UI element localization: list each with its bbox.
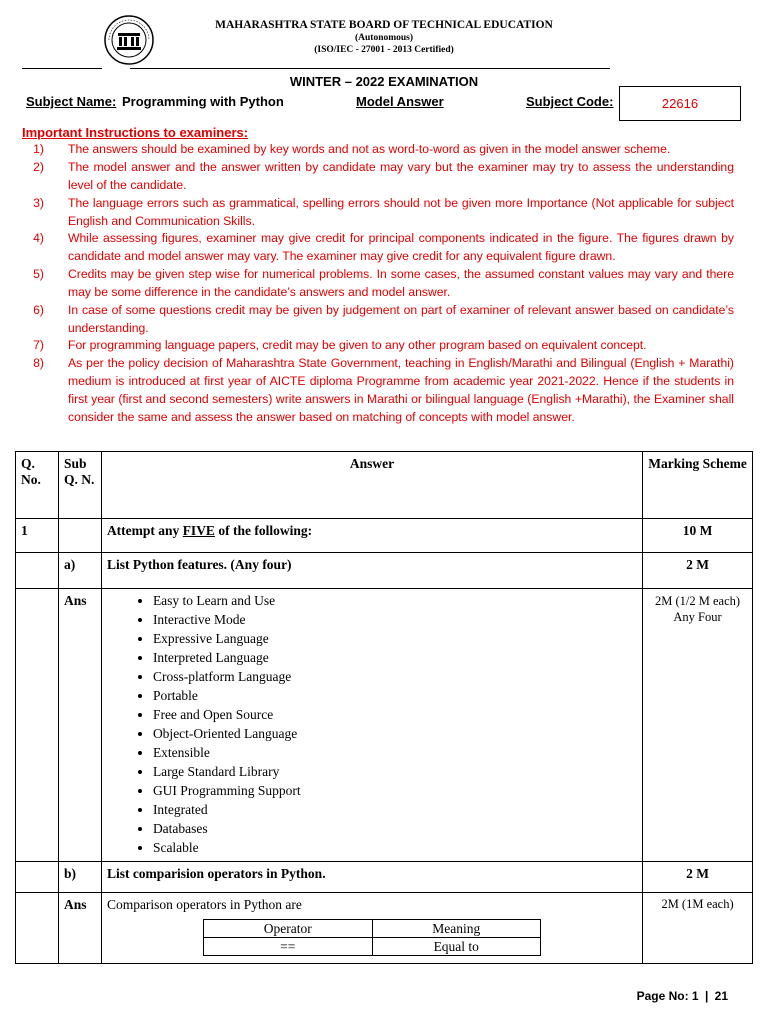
qb-scheme: 2M (1M each) (643, 893, 753, 964)
header-qno: Q. No. (16, 452, 59, 519)
qb-question: List comparision operators in Python. (101, 862, 642, 893)
qb-ans-qno (16, 893, 59, 964)
list-item: • Integrated (153, 800, 637, 819)
header-subq: Sub Q. N. (58, 452, 101, 519)
header-answer: Answer (101, 452, 642, 519)
qa-marks: 2 M (643, 553, 753, 589)
qb-marks: 2 M (643, 862, 753, 893)
exam-title: WINTER – 2022 EXAMINATION (289, 74, 479, 89)
qa-scheme (643, 589, 753, 862)
qa-sub: a) (58, 553, 101, 589)
instruction-text: As per the policy decision of Maharashtra State Government, teaching in English/Marathi and Bilingual (English + Marathi) medium is introduced at first year of AICTE diploma Programme from academic year 2021-2022. Hence if the students in first year (first and second semesters) write answers in Marathi or bilingual language (English +Marathi), the Examiner shall consider the same and assess the answer based on matching of concepts with model answer. (68, 356, 734, 424)
page-footer (637, 989, 728, 1003)
ops-meaning: Equal to (372, 938, 541, 956)
table-row (204, 938, 541, 956)
table-row (16, 862, 753, 893)
q1-sub (58, 519, 101, 553)
table-row (16, 589, 753, 862)
ops-header-operator: Operator (204, 920, 373, 938)
instruction-number: 8) (33, 356, 44, 370)
list-item: • Expressive Language (153, 629, 637, 648)
page-total: 21 (714, 989, 728, 1003)
qa-scheme-line1: 2M (1/2 M each) (655, 594, 741, 608)
qb-qno (16, 862, 59, 893)
autonomous-label: (Autonomous) (354, 33, 414, 43)
list-item: • Scalable (153, 838, 637, 857)
instruction-number: 5) (33, 267, 44, 281)
instruction-text: For programming language papers, credit may be given to any other program based on equivalent concept. (68, 338, 647, 352)
list-item: • Interpreted Language (153, 648, 637, 667)
list-item: • Portable (153, 686, 637, 705)
instruction-text: The answers should be examined by key words and not as word-to-word as given in the model answer scheme. (68, 142, 671, 156)
ops-operator: == (204, 938, 373, 956)
list-item: • Extensible (153, 743, 637, 762)
ops-header-meaning: Meaning (372, 920, 541, 938)
subject-name-label: Subject Name: (26, 94, 117, 109)
list-item: • Cross-platform Language (153, 667, 637, 686)
list-item: • Interactive Mode (153, 610, 637, 629)
answer-table (15, 451, 753, 964)
certification-label: (ISO/IEC - 27001 - 2013 Certified) (314, 45, 454, 55)
header-rule-right (130, 68, 610, 69)
subject-code-box (619, 86, 741, 121)
qa-answer (101, 589, 642, 862)
list-item: • Free and Open Source (153, 705, 637, 724)
qa-ans-label: Ans (58, 589, 101, 862)
operators-table (203, 919, 541, 956)
q1-post: of the following: (214, 523, 313, 538)
instruction-number: 4) (33, 231, 44, 245)
instruction-number: 2) (33, 160, 44, 174)
page-number-label: Page No: 1 (636, 989, 699, 1003)
list-item: • Large Standard Library (153, 762, 637, 781)
qa-question: List Python features. (Any four) (101, 553, 642, 589)
q1-five: FIVE (182, 523, 215, 538)
instructions-list (22, 140, 742, 440)
list-item: • GUI Programming Support (153, 781, 637, 800)
q1-marks: 10 M (643, 519, 753, 553)
feature-list (107, 591, 637, 857)
qb-ans-label: Ans (58, 893, 101, 964)
qa-qno (16, 553, 59, 589)
header-rule-left (22, 68, 102, 69)
instruction-text: The model answer and the answer written by candidate may vary but the examiner may try to assess the understanding level of the candidate. (68, 160, 734, 192)
instruction-number: 6) (33, 303, 44, 317)
qb-sub: b) (58, 862, 101, 893)
table-row (16, 519, 753, 553)
table-row (204, 920, 541, 938)
instruction-text: Credits may be given step wise for numerical problems. In some cases, the assumed constant values may vary and there may be some difference in the candidate’s answers and model answer. (68, 267, 734, 299)
table-header-row (16, 452, 753, 519)
list-item: • Object-Oriented Language (153, 724, 637, 743)
instruction-number: 1) (33, 142, 44, 156)
instruction-text: While assessing figures, examiner may give credit for principal components indicated in the figure. The figures drawn by candidate and model answer may vary. The examiner may give credit for any equivalent figure drawn. (68, 231, 734, 263)
instruction-number: 3) (33, 196, 44, 210)
q1-question (101, 519, 642, 553)
page-separator: | (704, 989, 709, 1003)
list-item: • Databases (153, 819, 637, 838)
q1-pre: Attempt any (106, 523, 183, 538)
instruction-number: 7) (33, 338, 44, 352)
instruction-text: In case of some questions credit may be given by judgement on part of examiner of relevant answer based on candidate’s understanding. (68, 303, 734, 335)
qa-scheme-line2: Any Four (673, 610, 722, 624)
instruction-text: The language errors such as grammatical, spelling errors should not be given more Importance (Not applicable for subject English and Communication Skills. (68, 196, 734, 228)
board-name: MAHARASHTRA STATE BOARD OF TECHNICAL EDUCATION (215, 19, 553, 31)
model-answer-label: Model Answer (356, 94, 444, 109)
list-item: • Easy to Learn and Use (153, 591, 637, 610)
qb-answer: Comparison operators in Python are (101, 893, 642, 964)
subject-code: 22616 (661, 96, 699, 111)
q1-number: 1 (16, 519, 59, 553)
subject-name: Programming with Python (122, 94, 284, 109)
subject-code-label: Subject Code: (526, 94, 614, 109)
header-marking: Marking Scheme (643, 452, 753, 519)
instructions-title: Important Instructions to examiners: (22, 125, 249, 140)
qa-ans-qno (16, 589, 59, 862)
table-row (16, 553, 753, 589)
